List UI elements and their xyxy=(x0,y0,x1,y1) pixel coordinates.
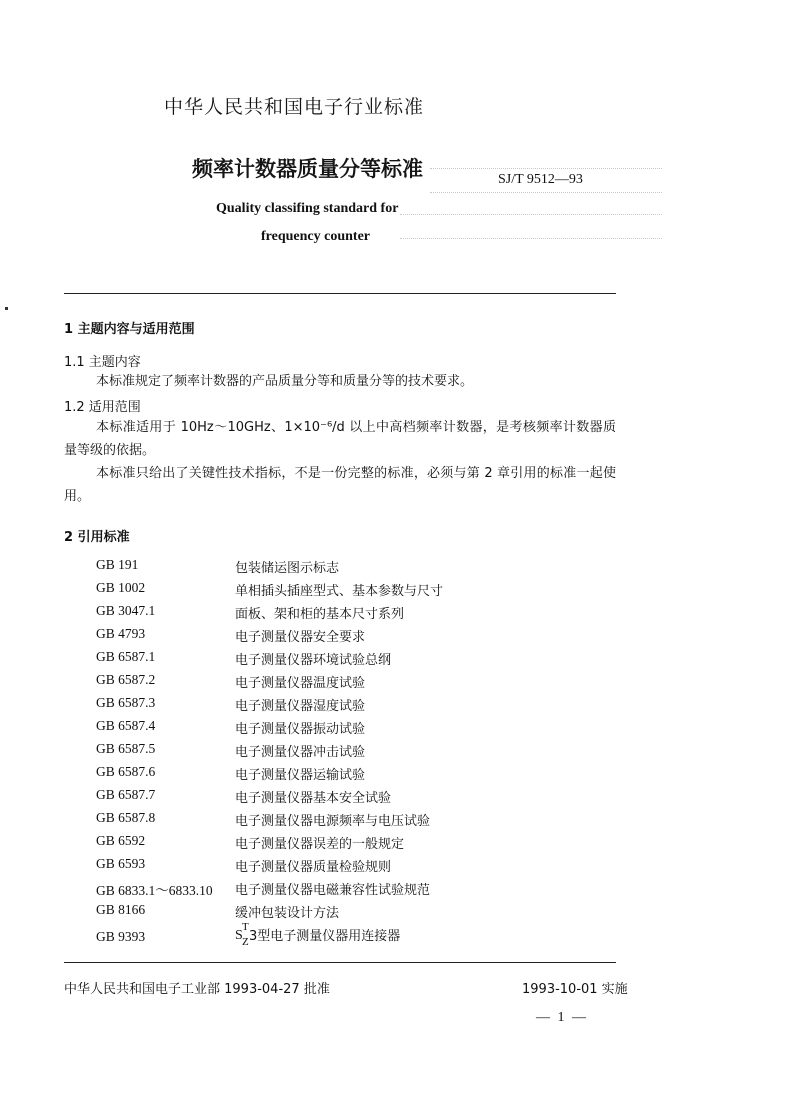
implementation-date: 1993-10-01 实施 xyxy=(522,982,628,997)
section-1-2-heading: 1.2 适用范围 xyxy=(64,400,141,415)
section-1-2-paragraph-2: 本标准只给出了关键性技术指标，不是一份完整的标准，必须与第 2 章引用的标准一起使用。 xyxy=(64,466,616,504)
document-title-cn: 频率计数器质量分等标准 xyxy=(192,157,423,181)
reference-code: GB 191 xyxy=(96,557,139,572)
reference-code: GB 1002 xyxy=(96,580,146,595)
reference-title: 缓冲包装设计方法 xyxy=(235,906,340,921)
reference-code: GB 6592 xyxy=(96,833,146,848)
section-2-heading: 2 引用标准 xyxy=(64,530,130,545)
reference-code: GB 6587.6 xyxy=(96,764,156,779)
reference-title: 3型电子测量仪器用连接器 xyxy=(249,929,401,944)
reference-title: 电子测量仪器运输试验 xyxy=(235,768,366,783)
reference-title: 电子测量仪器温度试验 xyxy=(235,676,366,691)
header-divider xyxy=(64,293,616,294)
dotted-rule xyxy=(430,168,662,169)
reference-code: GB 4793 xyxy=(96,626,146,641)
reference-title: 单相插头插座型式、基本参数与尺寸 xyxy=(235,584,444,599)
prefix-sub: Z xyxy=(242,936,249,948)
section-1-heading: 1 主题内容与适用范围 xyxy=(64,322,195,337)
reference-code: GB 6587.2 xyxy=(96,672,156,687)
dotted-rule xyxy=(430,192,662,193)
reference-code: GB 6587.7 xyxy=(96,787,156,802)
prefix-sup: T xyxy=(242,921,249,933)
reference-title: 电子测量仪器冲击试验 xyxy=(235,745,366,760)
reference-title: 电子测量仪器基本安全试验 xyxy=(235,791,392,806)
reference-title: 电子测量仪器质量检验规则 xyxy=(235,860,392,875)
document-title-en-line1: Quality classifing standard for xyxy=(216,201,399,216)
prefix-main: S xyxy=(235,928,243,943)
reference-code: GB 6587.1 xyxy=(96,649,156,664)
footer-divider xyxy=(64,962,616,963)
reference-title: 电子测量仪器电源频率与电压试验 xyxy=(235,814,431,829)
reference-code: GB 8166 xyxy=(96,902,146,917)
dotted-rule xyxy=(400,214,662,215)
section-1-1-text: 本标准规定了频率计数器的产品质量分等和质量分等的技术要求。 xyxy=(96,374,474,389)
page-number: — 1 — xyxy=(536,1010,588,1025)
reference-title: 包装储运图示标志 xyxy=(235,561,340,576)
reference-title: 电子测量仪器电磁兼容性试验规范 xyxy=(235,883,431,898)
reference-title: 电子测量仪器振动试验 xyxy=(235,722,366,737)
reference-title: 电子测量仪器误差的一般规定 xyxy=(235,837,405,852)
reference-title: 电子测量仪器湿度试验 xyxy=(235,699,366,714)
document-title-en-line2: frequency counter xyxy=(261,229,370,244)
reference-code: GB 3047.1 xyxy=(96,603,156,618)
reference-code: GB 6587.8 xyxy=(96,810,156,825)
reference-code: GB 6587.5 xyxy=(96,741,156,756)
reference-code: GB 9393 xyxy=(96,929,146,944)
reference-code: GB 6587.4 xyxy=(96,718,156,733)
reference-title-with-prefix xyxy=(235,921,401,948)
scan-speck xyxy=(5,307,8,310)
standard-code: SJ/T 9512—93 xyxy=(498,172,583,187)
standard-organization: 中华人民共和国电子行业标准 xyxy=(164,96,425,118)
reference-code: GB 6593 xyxy=(96,856,146,871)
reference-code: GB 6587.3 xyxy=(96,695,156,710)
section-1-1-heading: 1.1 主题内容 xyxy=(64,355,141,370)
reference-title: 电子测量仪器环境试验总纲 xyxy=(235,653,392,668)
reference-title: 电子测量仪器安全要求 xyxy=(235,630,366,645)
reference-title: 面板、架和柜的基本尺寸系列 xyxy=(235,607,405,622)
approval-line: 中华人民共和国电子工业部 1993-04-27 批准 xyxy=(64,982,330,997)
section-1-2-paragraph-1: 本标准适用于 10Hz～10GHz、1×10⁻⁶/d 以上中高档频率计数器，是考核频率计数器质量等级的依据。 xyxy=(64,420,616,458)
connector-type-prefix xyxy=(235,921,249,948)
reference-code: GB 6833.1～6833.10 xyxy=(96,883,213,898)
dotted-rule xyxy=(400,238,662,239)
